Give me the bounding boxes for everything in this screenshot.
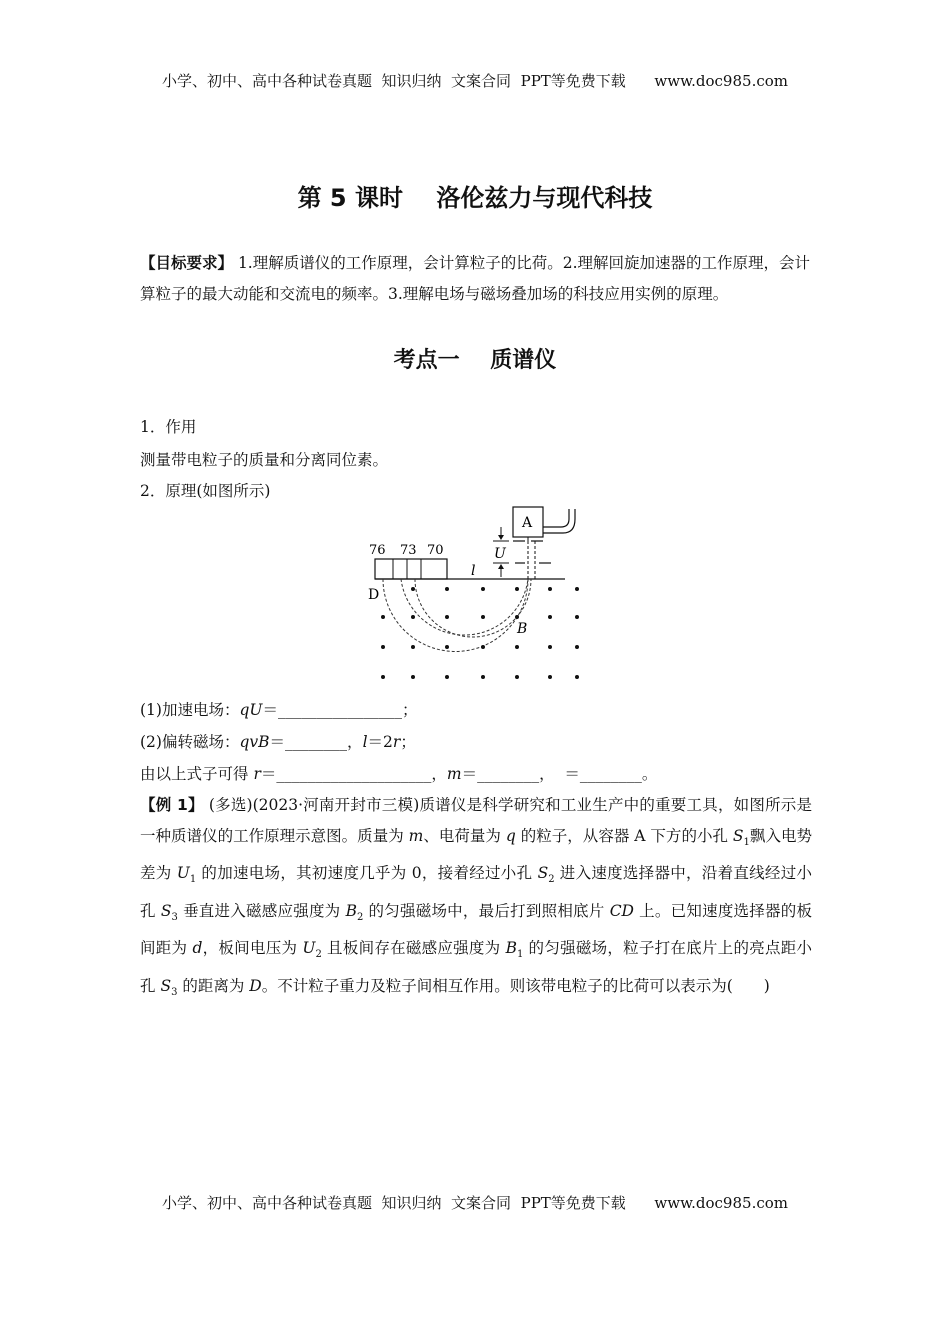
- formula-3-blank-2: ＝________， ＝________。: [461, 765, 658, 783]
- sub-3: 3: [171, 986, 178, 998]
- label-73: 73: [400, 543, 417, 558]
- var-d: d: [192, 939, 203, 958]
- example-text: 。不计粒子重力及粒子间相互作用。则该带电粒子的比荷可以表示为( ): [261, 976, 770, 995]
- label-70: 70: [427, 543, 444, 558]
- var-m: m: [408, 826, 424, 845]
- label-b: B: [517, 621, 528, 637]
- example-text: 飘入电势差为: [140, 826, 812, 883]
- item-1-text: 测量带电粒子的质量和分离同位素。: [140, 451, 389, 469]
- var-u: U: [302, 939, 316, 958]
- formula-2-label: (2)偏转磁场：: [140, 733, 240, 751]
- page-footer: 小学、初中、高中各种试卷真题 知识归纳 文案合同 PPT等免费下载 www.doc985.com: [161, 1194, 788, 1212]
- formula-2-blank: ＝________，: [269, 733, 363, 751]
- var-d-distance: D: [249, 976, 262, 995]
- sub-2: 2: [548, 874, 555, 886]
- sub-1: 1: [743, 836, 750, 848]
- trajectory-73: [401, 579, 528, 635]
- field-dots: [381, 587, 579, 679]
- goals-tag: 【目标要求】: [140, 254, 234, 272]
- formula-1-label: (1)加速电场：: [140, 701, 240, 719]
- sub-2: 2: [356, 911, 364, 923]
- var-b: B: [505, 939, 517, 958]
- sub-3: 3: [171, 911, 178, 923]
- sub-1: 1: [189, 874, 197, 886]
- sub-1: 1: [517, 949, 524, 961]
- formula-3-m: m: [446, 765, 462, 783]
- label-l: l: [471, 563, 476, 579]
- page-title: 第 5 课时 洛伦兹力与现代科技: [297, 184, 653, 212]
- sub-2: 2: [315, 949, 322, 961]
- detector-strip: [375, 559, 447, 579]
- formula-3-blank-1: ＝____________________，: [260, 765, 447, 783]
- example-text: 且板间存在磁感应强度为: [321, 939, 506, 958]
- label-d: D: [368, 587, 380, 603]
- label-a: A: [522, 515, 533, 531]
- var-s: S: [537, 864, 549, 883]
- var-cd: CD: [609, 901, 634, 920]
- example-text: 垂直进入磁感应强度为: [177, 901, 346, 920]
- item-2-heading: 2．原理(如图所示): [140, 482, 271, 500]
- formula-2-r: r: [392, 733, 401, 751]
- section-heading: 考点一 质谱仪: [393, 348, 557, 373]
- formula-2-var: qvB: [239, 733, 270, 751]
- formula-3: [140, 762, 657, 784]
- example-text: 、电荷量为: [423, 826, 506, 845]
- example-text: 上。已知速度选择器的板间距为: [140, 901, 812, 958]
- goals-text: 1.理解质谱仪的工作原理，会计算粒子的比荷。2.理解回旋加速器的工作原理，会计算粒子的最大动能和交流电的频率。3.理解电场与磁场叠加场的科技应用实例的原理。: [140, 254, 811, 303]
- item-1-heading: 1．作用: [140, 418, 197, 436]
- formula-3-r: r: [253, 765, 261, 783]
- var-q: q: [505, 826, 516, 845]
- formula-2: [140, 730, 416, 752]
- var-b: B: [345, 901, 357, 920]
- u-arrowhead-bottom: [498, 564, 504, 569]
- example-text: (多选)(2023·河南开封市三模)质谱仪是科学研究和工业生产中的重要工具，如图所示是一种质谱仪的工作原理示意图。质量为: [140, 796, 812, 845]
- example-tag: 【例 1】: [140, 796, 204, 814]
- formula-2-end: ；: [400, 733, 416, 751]
- var-u: U: [176, 864, 190, 883]
- example-text: ，板间电压为: [202, 939, 303, 958]
- label-76: 76: [369, 543, 386, 558]
- var-s: S: [160, 901, 172, 920]
- label-u: U: [494, 546, 506, 562]
- example-text: 的距离为: [177, 976, 250, 995]
- example-text: 的匀强磁场，粒子打在底片上的亮点距小孔: [140, 939, 812, 995]
- example-1: [140, 790, 812, 1008]
- example-text: 的加速电场，其初速度几乎为 0，接着经过小孔: [196, 864, 538, 883]
- formula-1-blank: ＝________________；: [262, 701, 418, 719]
- formula-2-l: l: [362, 733, 368, 751]
- var-s: S: [732, 826, 744, 845]
- formula-1-var: qU: [239, 701, 263, 719]
- mass-spectrometer-figure: [365, 505, 595, 685]
- formula-3-label: 由以上式子可得: [140, 765, 254, 783]
- trajectory-70: [415, 579, 531, 637]
- example-text: 进入速度选择器中，沿着直线经过小孔: [140, 864, 812, 920]
- learning-goals: [140, 248, 812, 310]
- var-s: S: [160, 976, 172, 995]
- formula-1: [140, 698, 417, 720]
- formula-2-eq: ＝2: [367, 733, 393, 751]
- page-header: 小学、初中、高中各种试卷真题 知识归纳 文案合同 PPT等免费下载 www.doc985.com: [161, 72, 788, 90]
- trajectory-76: [383, 579, 528, 651]
- example-text: 的粒子，从容器 A 下方的小孔: [515, 826, 733, 845]
- container-pipe: [543, 509, 575, 533]
- u-arrowhead-top: [498, 535, 504, 540]
- example-text: 的匀强磁场中，最后打到照相底片: [363, 901, 610, 920]
